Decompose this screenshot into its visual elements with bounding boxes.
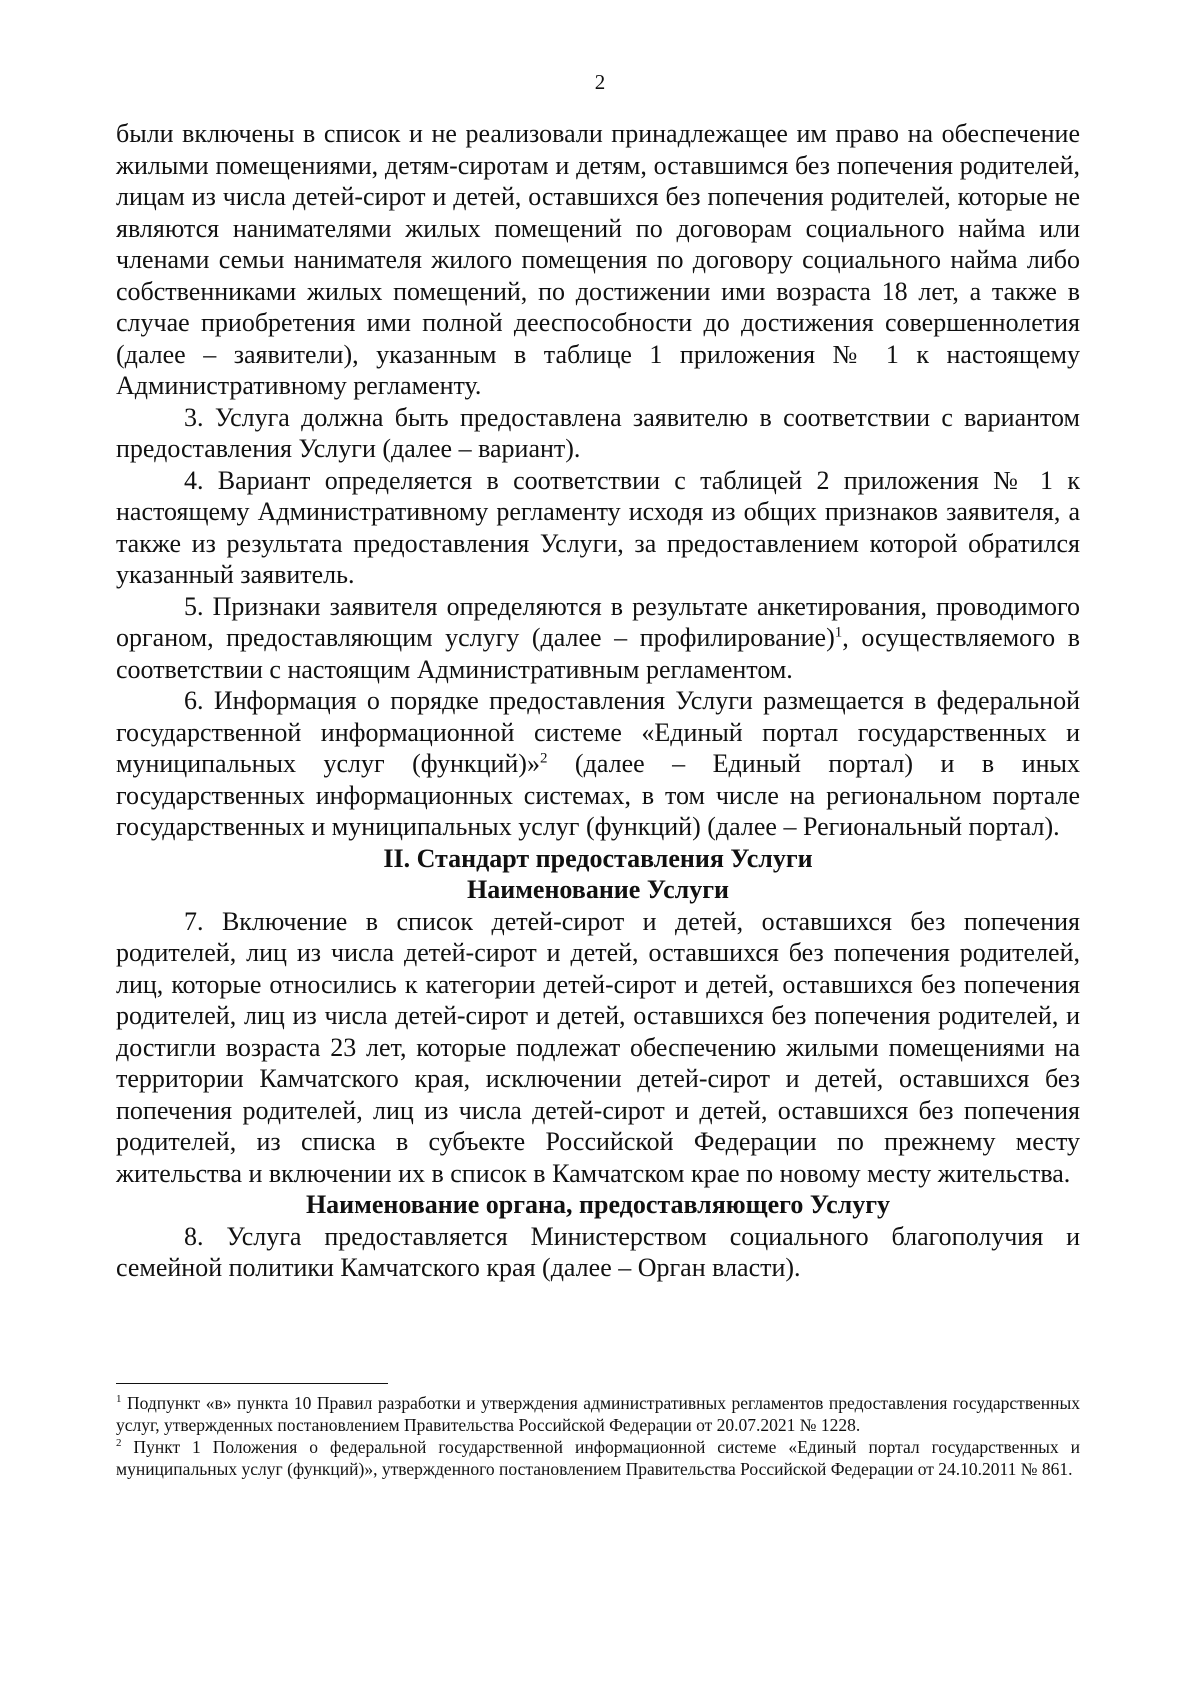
page-number: 2 — [594, 70, 606, 94]
paragraph-5 — [116, 591, 1080, 686]
footnote-1 — [116, 1392, 1080, 1436]
footnote-ref-1: 1 — [834, 624, 843, 641]
document-body — [116, 118, 1080, 1284]
paragraph-6 — [116, 685, 1080, 843]
footnote-divider — [116, 1383, 388, 1384]
paragraph-8: 8. Услуга предоставляется Министерством социального благополучия и семейной политики Камчатского края (далее – Орган власти). — [116, 1221, 1080, 1282]
footnote-ref-2: 2 — [539, 750, 548, 767]
footnotes — [116, 1392, 1080, 1480]
paragraph-continuation: были включены в список и не реализовали принадлежащее им право на обеспечение жилыми помещениями, детям-сиротам и детям, оставшимся без попечения родителей, лицам из числа детей-сирот и детей, оставшихся без попечения родителей, которые не являются нанимателями жилых помещений по договорам социального найма или членами семьи нанимателя жилого помещения по договору социального найма либо собственниками жилых помещений, по достижении ими возраста 18 лет, а также в случае приобретения ими полной дееспособности до достижения совершеннолетия (далее – заявители), указанным в таблице 1 приложения № 1 к настоящему Административному регламенту. — [116, 119, 1080, 400]
footnote-2-text: Пункт 1 Положения о федеральной государственной информационной системе «Единый портал государственных и муниципальных услуг (функций)», утвержденного постановлением Правительства Российской Федерации от 24.10.2011 № 861. — [116, 1437, 1080, 1479]
paragraph-5-text: 5. Признаки заявителя определяются в результате анкетирования, проводимого органом, предоставляющим услугу (далее – профилирование) — [116, 591, 1080, 652]
subheading-authority: Наименование органа, предоставляющего Услугу — [305, 1190, 891, 1219]
subheading-service-name: Наименование Услуги — [466, 875, 730, 904]
footnote-mark-2: 2 — [116, 1437, 122, 1450]
paragraph-5-text-end: , осуществляемого в соответствии с настоящим Административным регламентом. — [116, 623, 1080, 684]
footnote-1-text: Подпункт «в» пункта 10 Правил разработки и утверждения административных регламентов предоставления государственных услуг, утвержденных постановлением Правительства Российской Федерации от 20.07.2021 № 1228. — [116, 1393, 1080, 1435]
footnote-2 — [116, 1436, 1080, 1480]
paragraph-4: 4. Вариант определяется в соответствии с таблицей 2 приложения № 1 к настоящему Административному регламенту исходя из общих признаков заявителя, а также из результата предоставления Услуги, за предоставлением которой обратился указанный заявитель. — [116, 465, 1080, 589]
section-heading: II. Стандарт предоставления Услуги — [383, 843, 813, 873]
footnote-mark-1: 1 — [116, 1393, 122, 1406]
paragraph-7: 7. Включение в список детей-сирот и детей, оставшихся без попечения родителей, лиц из числа детей-сирот и детей, оставшихся без попечения родителей, лиц, которые относились к категории детей-сирот и детей, оставшихся без попечения родителей, лиц из числа детей-сирот и детей, оставшихся без попечения родителей, и достигли возраста 23 лет, которые подлежат обеспечению жилыми помещениями на территории Камчатского края, исключении детей-сирот и детей, оставшихся без попечения родителей, лиц из числа детей-сирот и детей, оставшихся без попечения родителей, из списка в субъекте Российской Федерации по прежнему месту жительства и включении их в список в Камчатском крае по новому месту жительства. — [116, 906, 1080, 1188]
paragraph-6-text: 6. Информация о порядке предоставления Услуги размещается в федеральной государственной информационной системе «Единый портал государственных и муниципальных услуг (функций)» — [116, 686, 1080, 778]
paragraph-3: 3. Услуга должна быть предоставлена заявителю в соответствии с вариантом предоставления Услуги (далее – вариант). — [116, 402, 1080, 463]
paragraph-6-text-end: (далее – Единый портал) и в иных государственных информационных системах, в том числе на региональном портале государственных и муниципальных услуг (функций) (далее – Региональный портал). — [116, 749, 1080, 841]
